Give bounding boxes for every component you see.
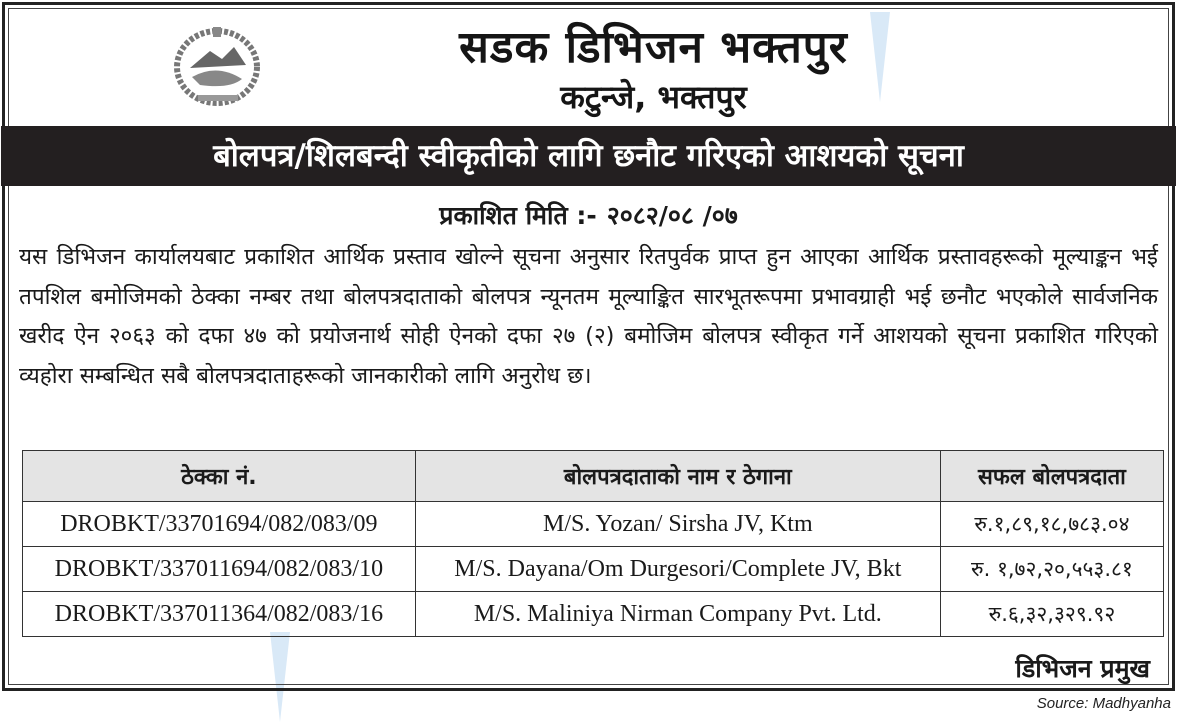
bidder-cell: M/S. Dayana/Om Durgesori/Complete JV, Bkt: [415, 547, 940, 592]
office-address: कटुन्जे, भक्तपुर: [560, 78, 747, 116]
table-header-row: [23, 451, 1164, 502]
table-row: [23, 547, 1164, 592]
notice-body: यस डिभिजन कार्यालयबाट प्रकाशित आर्थिक प्रस्ताव खोल्ने सूचना अनुसार रितपुर्वक प्राप्त हुन आएका आर्थिक प्रस्तावहरूको मूल्याङ्कन भई तपशिल बमोजिमको ठेक्का नम्बर तथा बोलपत्रदाताको बोलपत्र न्यूनतम मूल्याङ्कित सारभूतरूपमा प्रभावग्राही भई छनौट भएकोले सार्वजनिक खरीद ऐन २०६३ को दफा ४७ को प्रयोजनार्थ सोही ऐनको दफा २७ (२) बमोजिम बोलपत्र स्वीकृत गर्ने आशयको सूचना प्रकाशित गरिएको व्यहोरा सम्बन्धित सबै बोलपत्रदाताहरूको जानकारीको लागि अनुरोध छ।: [19, 244, 1158, 389]
amount-cell: रु. १,७२,२०,५५३.८१: [940, 547, 1163, 592]
table-row: [23, 502, 1164, 547]
contract-no-cell: DROBKT/337011364/082/083/16: [23, 592, 416, 637]
table-row: [23, 592, 1164, 637]
notice-frame: [2, 2, 1175, 691]
contract-no-cell: DROBKT/337011694/082/083/10: [23, 547, 416, 592]
header-contract-no: ठेक्का नं.: [23, 451, 416, 502]
header-amount: सफल बोलपत्रदाता: [940, 451, 1163, 502]
signatory-title: डिभिजन प्रमुख: [1015, 654, 1150, 683]
header-bidder: बोलपत्रदाताको नाम र ठेगाना: [415, 451, 940, 502]
office-title: सडक डिभिजन भक्तपुर: [459, 22, 848, 73]
notice-title-banner: बोलपत्र/शिलबन्दी स्वीकृतीको लागि छनौट गरिएको आशयको सूचना: [1, 126, 1176, 186]
bidder-cell: M/S. Yozan/ Sirsha JV, Ktm: [415, 502, 940, 547]
notice-header: [5, 5, 1172, 125]
publication-date-label: प्रकाशित मिति :-: [439, 201, 597, 230]
contract-no-cell: DROBKT/33701694/082/083/09: [23, 502, 416, 547]
amount-cell: रु.१,८९,१८,७८३.०४: [940, 502, 1163, 547]
source-credit: Source: Madhyanha: [1036, 695, 1171, 712]
bidder-cell: M/S. Maliniya Nirman Company Pvt. Ltd.: [415, 592, 940, 637]
award-table: [22, 450, 1164, 637]
publication-date: [5, 198, 1172, 232]
amount-cell: रु.६,३२,३२९.९२: [940, 592, 1163, 637]
publication-date-value: २०८२/०८ /०७: [606, 201, 738, 230]
